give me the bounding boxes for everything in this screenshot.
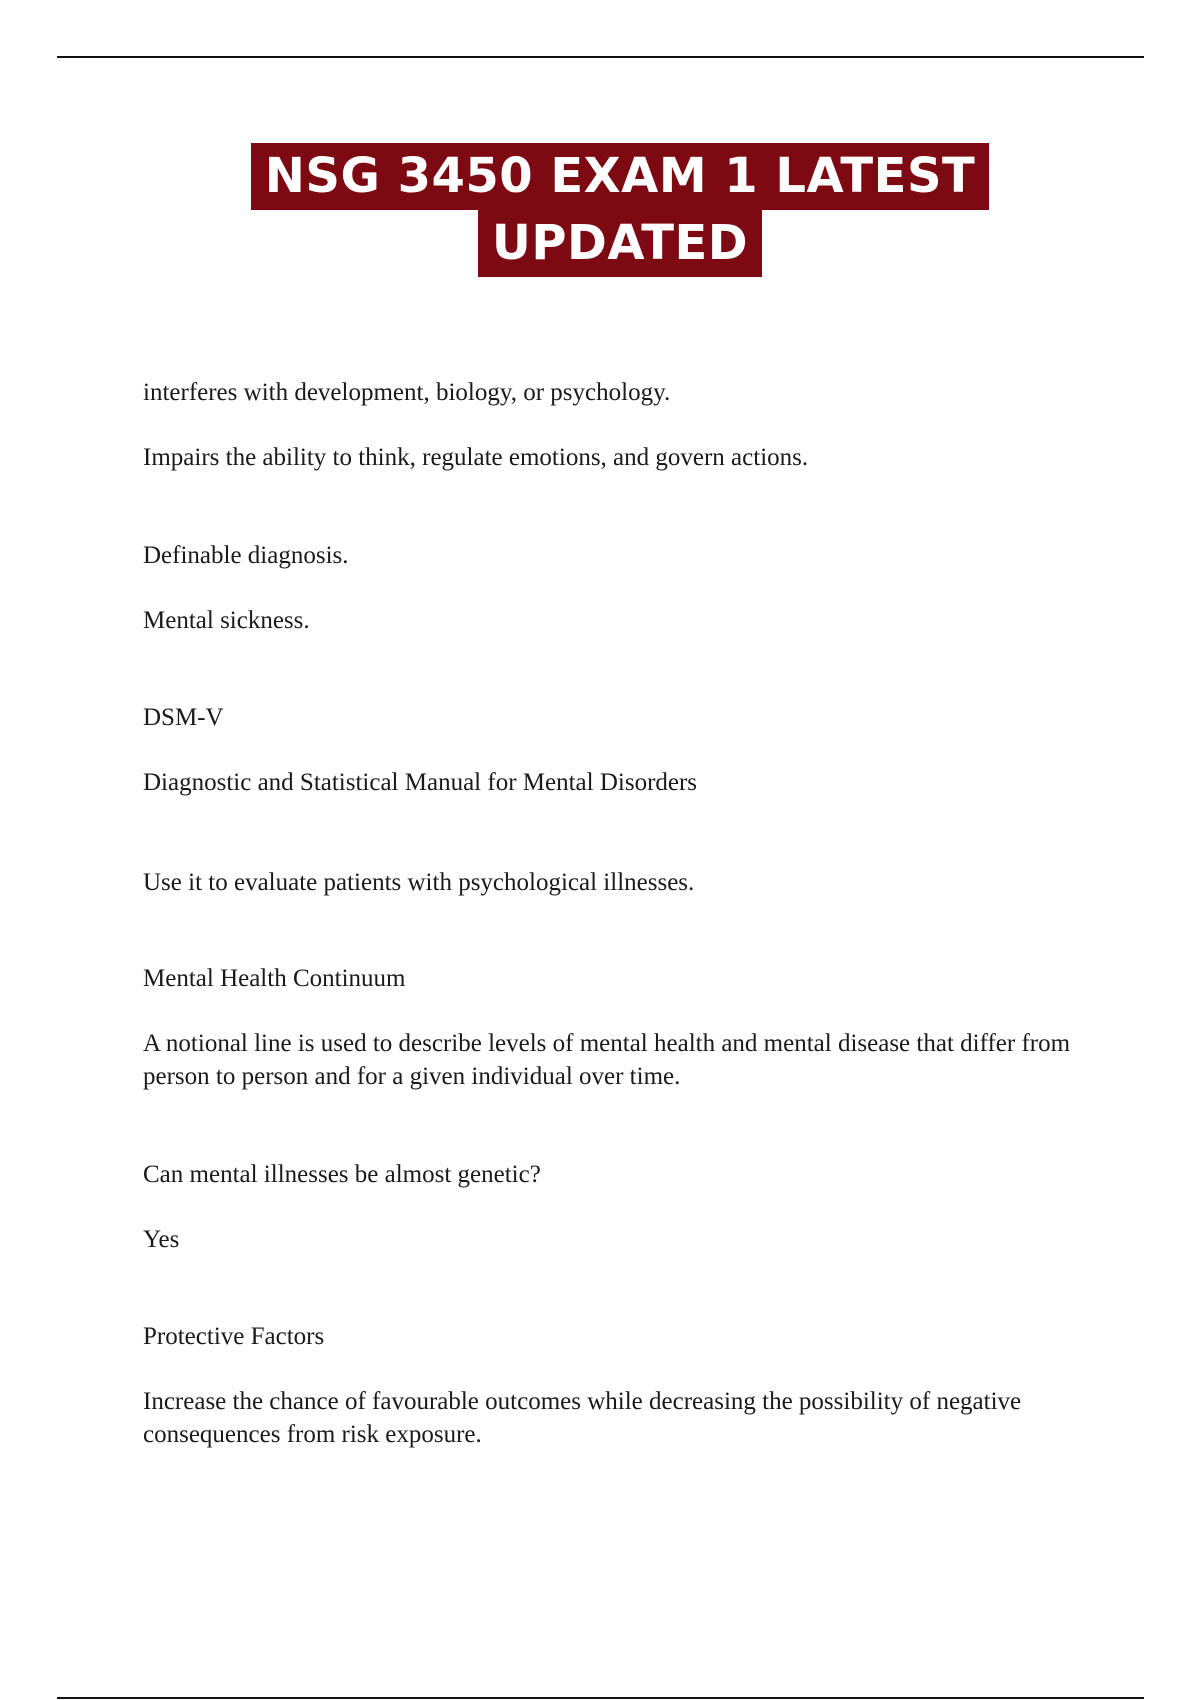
title-line-2: UPDATED [478, 210, 762, 277]
paragraph-11: Yes [143, 1226, 180, 1253]
paragraph-6: Diagnostic and Statistical Manual for Mental Disorders [143, 769, 698, 796]
paragraph-10: Can mental illnesses be almost genetic? [143, 1161, 541, 1188]
paragraph-13: Increase the chance of favourable outcomes while decreasing the possibility of negative consequences from risk exposure. [143, 1388, 1022, 1448]
paragraph-12: Protective Factors [143, 1323, 325, 1350]
paragraph-9: A notional line is used to describe levels of mental health and mental disease that differ from person to person and for a given individual over time. [143, 1030, 1071, 1090]
paragraph-5: DSM-V [143, 704, 224, 731]
document-title [0, 143, 1200, 277]
top-rule [57, 56, 1144, 58]
paragraph-7: Use it to evaluate patients with psychological illnesses. [143, 869, 695, 896]
paragraph-3: Definable diagnosis. [143, 542, 349, 569]
title-line-1: NSG 3450 EXAM 1 LATEST [251, 143, 990, 210]
paragraph-8: Mental Health Continuum [143, 965, 406, 992]
paragraph-1: interferes with development, biology, or psychology. [143, 379, 671, 406]
bottom-rule [57, 1697, 1144, 1699]
paragraph-2: Impairs the ability to think, regulate emotions, and govern actions. [143, 444, 809, 471]
paragraph-4: Mental sickness. [143, 607, 310, 634]
